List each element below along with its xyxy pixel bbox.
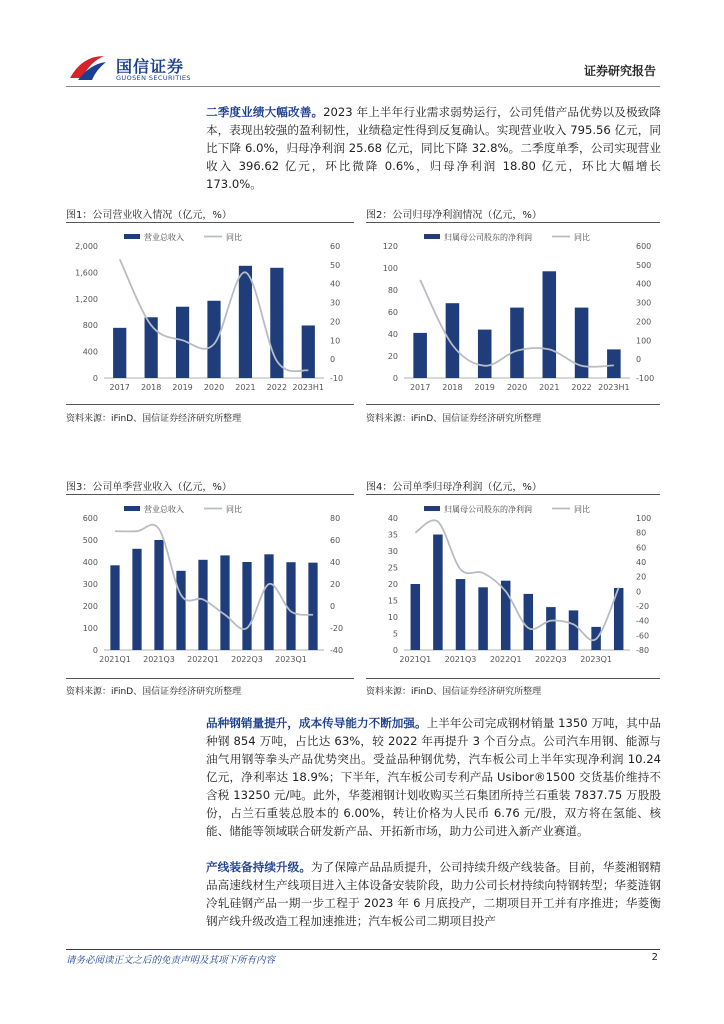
x-axis-tick-label: 2021Q3	[143, 655, 175, 664]
legend-line-label: 同比	[226, 233, 242, 242]
x-axis-tick-label: 2022Q1	[187, 655, 219, 664]
bar	[543, 271, 557, 378]
x-axis-tick-label: 2017	[409, 383, 431, 392]
right-axis-tick-label: 0	[330, 355, 336, 365]
left-axis-tick-label: 15	[387, 596, 398, 606]
bar	[478, 587, 487, 650]
bar	[308, 563, 317, 650]
fig3-title: 图3：公司单季营业收入（亿元，%）	[66, 482, 232, 493]
yoy-line	[115, 525, 313, 629]
left-axis-tick-label: 1,200	[75, 294, 98, 304]
x-axis-tick-label: 2018	[442, 383, 463, 392]
legend-bar-swatch	[124, 506, 140, 511]
right-axis-tick-label: 60	[330, 242, 341, 251]
left-axis-tick-label: 120	[382, 242, 398, 251]
left-axis-tick-label: 25	[387, 563, 398, 573]
right-axis-tick-label: 400	[636, 279, 652, 289]
right-axis-tick-label: 50	[330, 260, 341, 270]
bar	[207, 301, 220, 378]
fig1-source: 资料来源：iFinD、国信证券经济研究所整理	[66, 414, 242, 424]
bar	[510, 308, 524, 378]
legend-bar-swatch	[424, 506, 440, 511]
fig1-title: 图1：公司营业收入情况（亿元，%）	[66, 210, 232, 221]
right-axis-tick-label: -40	[330, 646, 344, 655]
left-axis-tick-label: 600	[82, 514, 98, 523]
left-axis-tick-label: 20	[387, 352, 398, 361]
right-axis-tick-label: 100	[636, 336, 652, 346]
left-axis-tick-label: 5	[392, 629, 398, 639]
page-number: 2	[651, 952, 658, 963]
legend-bar-label: 营业总收入	[144, 233, 184, 242]
bar	[176, 571, 185, 650]
fig3-source: 资料来源：iFinD、国信证券经济研究所整理	[66, 687, 242, 697]
bar	[411, 584, 420, 650]
right-axis-tick-label: 300	[636, 298, 652, 308]
right-axis-tick-label: -60	[636, 631, 650, 641]
fig4-chart	[366, 498, 660, 674]
paragraph-lead: 品种钢销量提升，成本传导能力不断加强。	[206, 716, 427, 730]
left-axis-tick-label: 0	[92, 374, 98, 383]
paragraph-lead: 二季度业绩大幅改善。	[206, 105, 324, 119]
left-axis-tick-label: 20	[387, 580, 398, 589]
x-axis-tick-label: 2022Q3	[231, 655, 263, 664]
bar	[478, 330, 492, 378]
bar	[607, 349, 621, 378]
x-axis-tick-label: 2021	[539, 383, 560, 392]
x-axis-tick-label: 2020	[203, 383, 225, 392]
bar	[198, 560, 207, 650]
right-axis-tick-label: -80	[636, 646, 650, 655]
fig1-bottom-rule	[66, 404, 354, 405]
left-axis-tick-label: 500	[82, 536, 98, 545]
left-axis-tick-label: 40	[387, 330, 398, 339]
x-axis-tick-label: 2022	[266, 383, 288, 392]
left-axis-tick-label: 0	[392, 646, 398, 655]
x-axis-tick-label: 2019	[172, 383, 193, 392]
bar	[132, 549, 141, 650]
bar	[446, 303, 460, 378]
right-axis-tick-label: 20	[330, 580, 341, 589]
disclaimer-note: 请务必阅读正文之后的免责声明及其项下所有内容	[66, 955, 276, 966]
fig2-title: 图2：公司归母净利润情况（亿元，%）	[366, 210, 542, 221]
left-axis-tick-label: 100	[82, 624, 98, 633]
left-axis-tick-label: 400	[82, 347, 98, 357]
bar	[239, 266, 252, 378]
bar	[286, 562, 295, 650]
right-axis-tick-label: -10	[330, 374, 344, 383]
x-axis-tick-label: 2021Q1	[399, 655, 432, 664]
x-axis-tick-label: 2021	[235, 383, 256, 392]
left-axis-tick-label: 30	[387, 547, 398, 556]
left-axis-tick-label: 10	[387, 613, 398, 622]
bar	[220, 555, 229, 650]
right-axis-tick-label: 20	[636, 572, 647, 582]
fig3-top-rule	[66, 494, 354, 495]
fig4-source: 资料来源：iFinD、国信证券经济研究所整理	[366, 687, 542, 697]
right-axis-tick-label: 200	[636, 317, 652, 327]
bar	[456, 579, 465, 650]
fig3-chart	[66, 498, 354, 674]
right-axis-tick-label: 600	[636, 242, 652, 251]
report-type: 证券研究报告	[583, 64, 656, 78]
right-axis-tick-label: -20	[636, 602, 650, 611]
left-axis-tick-label: 300	[82, 580, 98, 589]
x-axis-tick-label: 2019	[474, 383, 495, 392]
right-axis-tick-label: 10	[330, 336, 341, 346]
paragraph-q2-performance	[206, 103, 661, 193]
yoy-line	[415, 520, 618, 640]
bar	[110, 565, 119, 650]
paragraph-body: 上半年公司完成钢材销量 1350 万吨，其中品种钢 854 万吨，占比达 63%，较 2022 年再提升 3 个百分点。公司汽车用钢、能源与油气用钢等拳头产品优势突出。受益品种钢优势，汽车板公司上半年实现净利润 10.24 亿元，净利率达 18.9%；下半年，汽车板公司专利产品 Usibor®1500 交货基价维持不含税 13250 元/吨。此外，华菱湘钢计划收购买兰石集团所持兰石重装 7837.75 万股股份，占兰石重装总股本的 6.00%，转让价格为人民币 6.76 元/股，双方将在氢能、核能、储能等领域联合研发新产品、开拓新市场，助力公司进入新产业赛道。	[206, 716, 661, 838]
right-axis-tick-label: 80	[330, 514, 341, 523]
x-axis-tick-label: 2022Q3	[535, 655, 567, 664]
bar	[242, 562, 251, 650]
left-axis-tick-label: 1,600	[75, 268, 98, 278]
left-axis-tick-label: 0	[92, 646, 98, 655]
bar	[264, 554, 273, 650]
right-axis-tick-label: 500	[636, 260, 652, 270]
legend-line-label: 同比	[574, 505, 590, 514]
fig1-top-rule	[66, 222, 354, 223]
legend-bar-label: 归属母公司股东的净利润	[444, 233, 532, 242]
legend-line-label: 同比	[226, 505, 242, 514]
bar	[569, 610, 578, 650]
bar	[113, 328, 126, 378]
guosen-logo-icon	[68, 52, 108, 82]
right-axis-tick-label: -20	[330, 624, 344, 633]
paragraph-body: 2023 年上半年行业需求弱势运行，公司凭借产品优势以及极致降本，表现出较强的盈利韧性，业绩稳定性得到反复确认。实现营业收入 795.56 亿元，同比下降 6.0%，归母净利润 25.68 亿元，同比下降 32.8%。二季度单季，公司实现营业收入 396.62 亿元，环比微降 0.6%，归母净利润 18.80 亿元，环比大幅增长 173.0%。	[206, 105, 661, 191]
left-axis-tick-label: 40	[387, 514, 398, 523]
bar	[575, 308, 589, 378]
paragraph-body: 为了保障产品品质提升，公司持续升级产线装备。目前，华菱湘钢精品高速线材生产线项目进入主体设备安装阶段，助力公司长材持续向特钢转型；华菱涟钢冷轧硅钢产品一期一步工程于 2023 年 6 月底投产，二期项目开工并有序推进；华菱衡钢产线升级改造工程加速推进；汽车板公司二期项目投产	[206, 860, 661, 928]
right-axis-tick-label: 0	[330, 602, 336, 611]
header-divider	[66, 86, 660, 87]
bar	[524, 594, 533, 650]
bar	[413, 333, 427, 378]
right-axis-tick-label: 80	[636, 528, 647, 538]
paragraph-product-mix	[206, 714, 661, 840]
fig1-chart	[66, 226, 354, 402]
right-axis-tick-label: 40	[330, 279, 341, 289]
right-axis-tick-label: 30	[330, 298, 341, 308]
legend-bar-label: 归属母公司股东的净利润	[444, 505, 532, 514]
bar	[546, 607, 555, 650]
left-axis-tick-label: 60	[387, 308, 398, 317]
bar	[154, 540, 163, 650]
x-axis-tick-label: 2022Q1	[489, 655, 522, 664]
left-axis-tick-label: 2,000	[75, 242, 98, 251]
fig2-bottom-rule	[366, 404, 660, 405]
left-axis-tick-label: 400	[82, 558, 98, 567]
right-axis-tick-label: -100	[636, 374, 655, 383]
right-axis-tick-label: 100	[636, 514, 652, 523]
left-axis-tick-label: 80	[387, 286, 398, 295]
fig2-source: 资料来源：iFinD、国信证券经济研究所整理	[366, 414, 542, 424]
right-axis-tick-label: -40	[636, 616, 650, 626]
x-axis-tick-label: 2023H1	[598, 383, 630, 392]
fig4-title: 图4：公司单季归母净利润（亿元，%）	[366, 482, 542, 493]
fig3-bottom-rule	[66, 678, 354, 679]
x-axis-tick-label: 2021Q1	[99, 655, 131, 664]
x-axis-tick-label: 2021Q3	[444, 655, 477, 664]
fig2-top-rule	[366, 222, 660, 223]
x-axis-tick-label: 2018	[140, 383, 162, 392]
left-axis-tick-label: 800	[82, 321, 98, 331]
x-axis-tick-label: 2020	[506, 383, 528, 392]
footer-divider	[66, 949, 660, 950]
legend-bar-swatch	[424, 234, 440, 239]
x-axis-tick-label: 2023Q1	[275, 655, 307, 664]
right-axis-tick-label: 20	[330, 317, 341, 327]
right-axis-tick-label: 0	[636, 587, 642, 597]
paragraph-equipment-upgrade	[206, 858, 661, 930]
right-axis-tick-label: 0	[636, 355, 642, 365]
right-axis-tick-label: 60	[330, 536, 341, 545]
right-axis-tick-label: 60	[636, 543, 647, 553]
x-axis-tick-label: 2022	[571, 383, 592, 392]
logo-name-en: GUOSEN SECURITIES	[116, 74, 191, 82]
left-axis-tick-label: 0	[392, 374, 398, 383]
logo-name-cn: 国信证券	[116, 57, 185, 76]
left-axis-tick-label: 35	[387, 530, 398, 540]
fig4-top-rule	[366, 494, 660, 495]
fig2-chart	[366, 226, 660, 402]
left-axis-tick-label: 100	[382, 264, 398, 273]
bar	[433, 535, 442, 651]
right-axis-tick-label: 40	[636, 558, 647, 567]
legend-bar-label: 营业总收入	[144, 505, 184, 514]
page-header	[60, 48, 664, 88]
fig4-bottom-rule	[366, 678, 660, 679]
x-axis-tick-label: 2017	[109, 383, 130, 392]
left-axis-tick-label: 200	[82, 602, 98, 611]
right-axis-tick-label: 40	[330, 558, 341, 567]
paragraph-lead: 产线装备持续升级。	[206, 860, 312, 874]
x-axis-tick-label: 2023Q1	[580, 655, 612, 664]
legend-line-label: 同比	[574, 233, 590, 242]
x-axis-tick-label: 2023H1	[292, 383, 325, 392]
legend-bar-swatch	[124, 234, 140, 239]
